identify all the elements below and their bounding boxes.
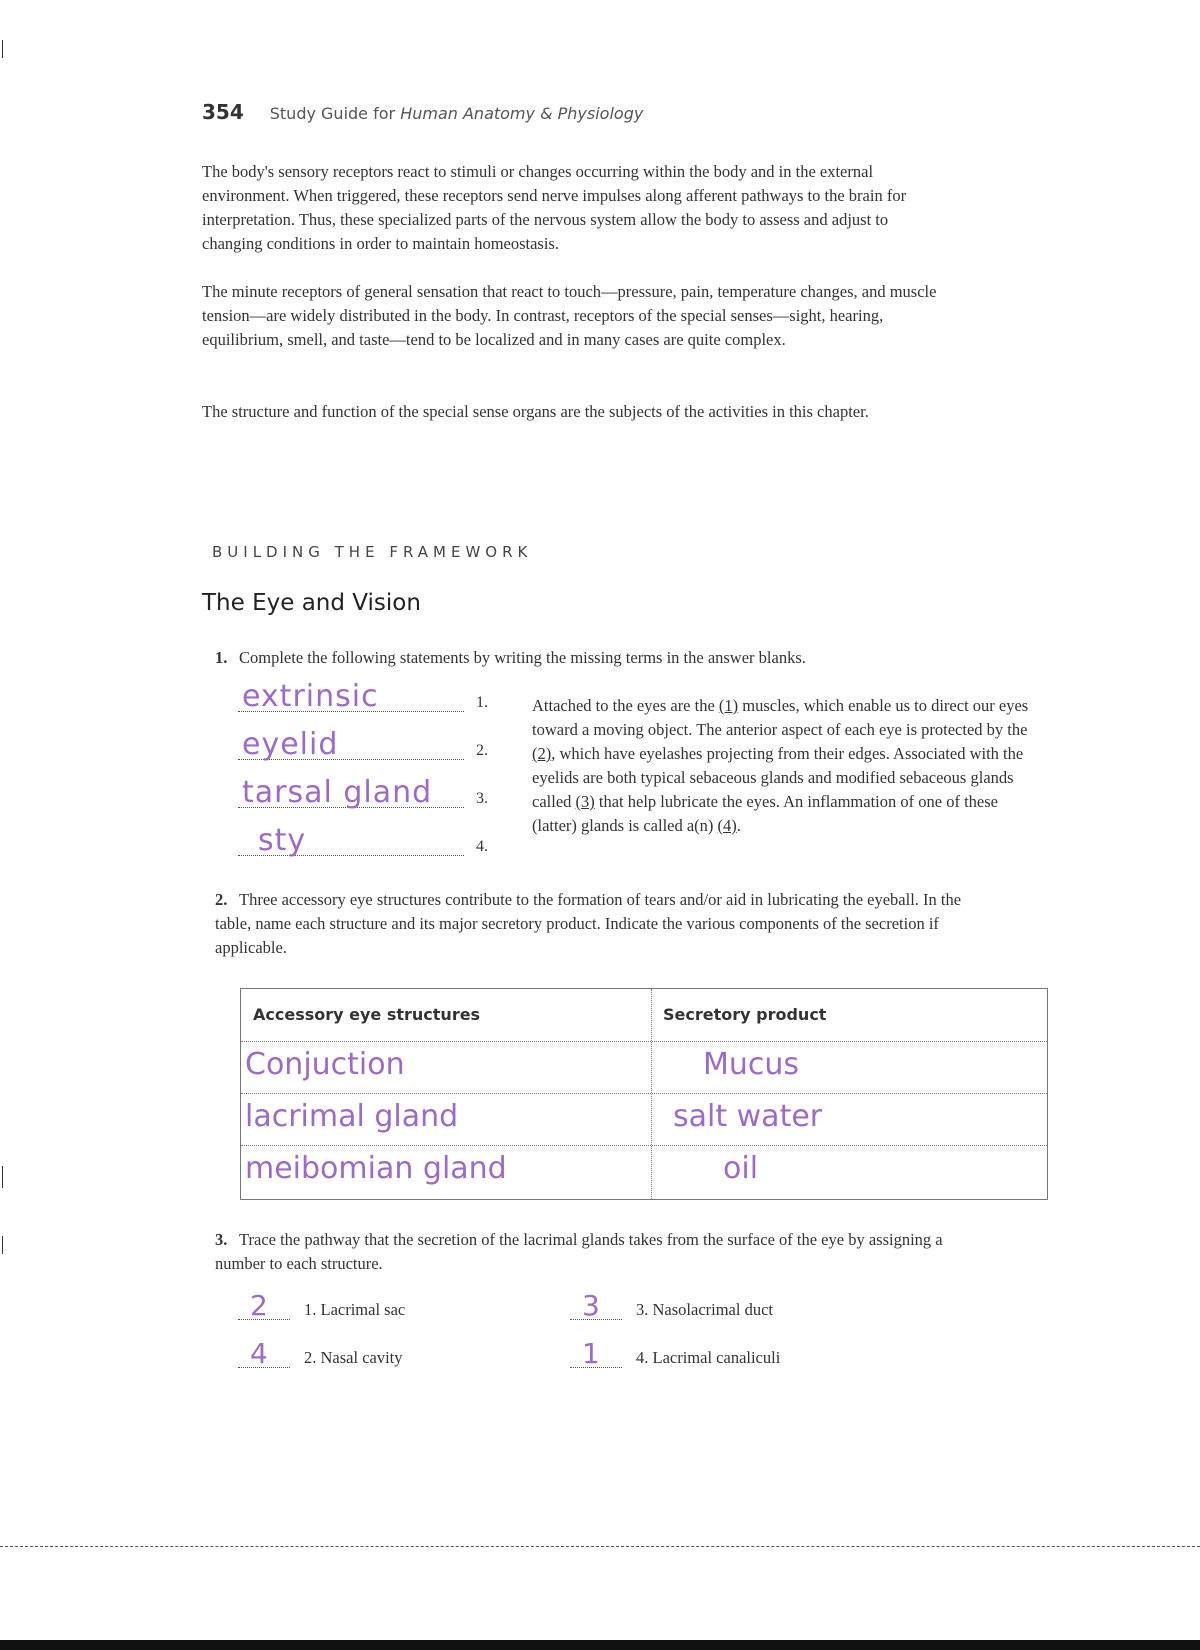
question-2 (215, 888, 995, 960)
blank-number: 4. (476, 838, 488, 855)
answer-blank-1[interactable] (238, 679, 488, 714)
trace-item-label: 3. Nasolacrimal duct (636, 1300, 773, 1319)
placeholder-1: (1) (718, 696, 739, 715)
row-divider (241, 1093, 1047, 1094)
handwritten-answer: 2 (250, 1289, 268, 1322)
question-number: 1. (215, 648, 228, 667)
table-cell-product[interactable]: Mucus (703, 1047, 800, 1082)
table-cell-product[interactable]: salt water (673, 1099, 823, 1134)
header-divider (241, 1041, 1047, 1042)
placeholder-4: (4) (717, 816, 737, 835)
intro-paragraph-3: The structure and function of the special sense organs are the subjects of the activities in this chapter. (202, 402, 869, 421)
trace-item[interactable] (238, 1337, 538, 1370)
question-1 (215, 646, 995, 670)
scan-margin-mark (2, 1236, 3, 1254)
trace-item[interactable] (238, 1289, 538, 1322)
table-cell-product[interactable]: oil (723, 1151, 759, 1186)
table-cell-structure[interactable]: meibomian gland (245, 1151, 507, 1186)
placeholder-2: (2) (532, 744, 552, 763)
scan-margin-mark (2, 1166, 3, 1188)
handwritten-answer: extrinsic (242, 679, 379, 714)
secretion-table (240, 988, 1048, 1200)
answer-blank-3[interactable] (238, 775, 488, 810)
blank-number: 1. (476, 694, 488, 711)
trace-item-label: 1. Lacrimal sac (304, 1300, 406, 1319)
handwritten-answer: eyelid (242, 727, 339, 762)
table-cell-structure[interactable]: Conjuction (245, 1047, 405, 1082)
answer-blank-4[interactable] (238, 823, 488, 858)
question-prompt: Trace the pathway that the secretion of the lacrimal glands takes from the surface of the eye by assigning a number to each structure. (215, 1230, 943, 1273)
handwritten-answer: tarsal gland (242, 775, 433, 810)
handwritten-answer: 1 (582, 1337, 600, 1370)
page-number: 354 (202, 100, 244, 124)
question-prompt: Complete the following statements by writing the missing terms in the answer blanks. (239, 648, 806, 667)
blank-number: 3. (476, 790, 488, 807)
question-3 (215, 1228, 995, 1276)
handwritten-answer: sty (258, 823, 307, 858)
scan-margin-mark (2, 40, 3, 58)
table-header-product: Secretory product (663, 1005, 827, 1024)
trace-item-label: 2. Nasal cavity (304, 1348, 403, 1367)
trace-item[interactable] (570, 1337, 890, 1370)
running-head: Study Guide for Human Anatomy & Physiology (269, 104, 644, 123)
intro-paragraph-1: The body's sensory receptors react to stimuli or changes occurring within the body and in the external environment. When triggered, these receptors send nerve impulses along afferent pathways to the brain for interpretation. Thus, these specialized parts of the nervous system allow the body to assess and adjust to changing conditions in order to maintain homeostasis. (202, 162, 907, 253)
table-header-structure: Accessory eye structures (253, 1005, 481, 1024)
fill-in-passage: Attached to the eyes are the (1) muscles, which enable us to direct our eyes toward a moving object. The anterior aspect of each eye is protected by the (2), which have eyelashes projecting from their edges. Associated with the eyelids are both typical sebaceous glands and modified sebaceous glands called (3) that help lubricate the eyes. An inflammation of one of these (latter) glands is called a(n) (4). (532, 696, 1029, 835)
section-title: The Eye and Vision (202, 590, 421, 616)
table-cell-structure[interactable]: lacrimal gland (245, 1099, 459, 1134)
intro-paragraph-2: The minute receptors of general sensation that react to touch—pressure, pain, temperature changes, and muscle tension—are widely distributed in the body. In contrast, receptors of the special senses—sight, hearing, equilibrium, smell, and taste—tend to be localized and in many cases are quite complex. (202, 282, 937, 349)
answer-blank-2[interactable] (238, 727, 488, 762)
scan-footer-line (0, 1546, 1200, 1547)
question-number: 3. (215, 1230, 228, 1249)
placeholder-3: (3) (575, 792, 595, 811)
blank-number: 2. (476, 742, 488, 759)
handwritten-answer: 4 (250, 1337, 268, 1370)
column-divider (651, 989, 652, 1199)
trace-item[interactable] (570, 1289, 890, 1322)
row-divider (241, 1145, 1047, 1146)
page-header (202, 100, 643, 124)
trace-item-label: 4. Lacrimal canaliculi (636, 1348, 781, 1367)
question-prompt: Three accessory eye structures contribute to the formation of tears and/or aid in lubricating the eyeball. In the table, name each structure and its major secretory product. Indicate the various components of the secretion if applicable. (215, 890, 962, 957)
question-number: 2. (215, 890, 228, 909)
section-label: BUILDING THE FRAMEWORK (212, 543, 533, 561)
handwritten-answer: 3 (582, 1289, 600, 1322)
scan-bottom-edge (0, 1640, 1200, 1650)
